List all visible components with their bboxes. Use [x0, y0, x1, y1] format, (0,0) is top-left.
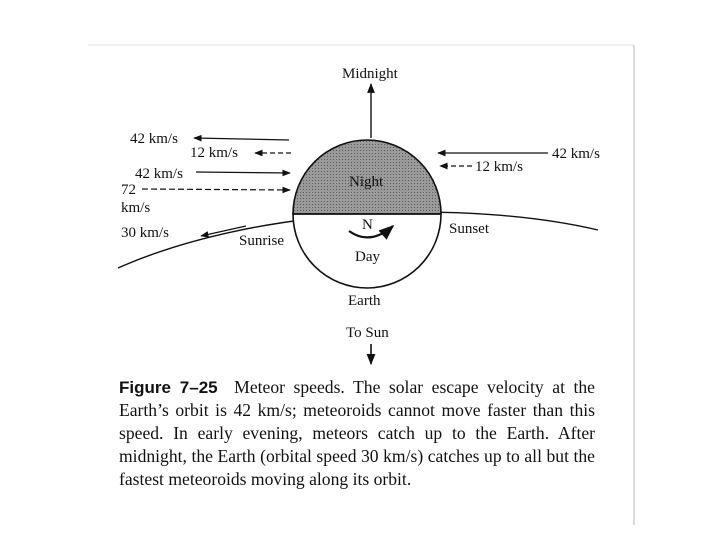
- label-left-42-mid: 42 km/s: [135, 166, 183, 182]
- figure-label: Figure 7–25: [119, 378, 218, 397]
- label-left-42-top: 42 km/s: [130, 131, 178, 147]
- label-right-42: 42 km/s: [552, 146, 600, 162]
- label-midnight: Midnight: [342, 66, 398, 82]
- label-day: Day: [355, 249, 380, 265]
- arrow-left-42-mid: [196, 172, 290, 173]
- figure-caption: [119, 376, 595, 491]
- label-sunset: Sunset: [449, 221, 490, 237]
- label-sunrise: Sunrise: [239, 233, 284, 249]
- label-to-sun: To Sun: [346, 325, 389, 341]
- label-night: Night: [349, 174, 384, 190]
- arrow-left-72: [142, 189, 290, 190]
- label-north: N: [362, 217, 373, 233]
- label-left-30: 30 km/s: [121, 225, 169, 241]
- arrow-left-42-top: [194, 138, 289, 140]
- caption-text: Meteor speeds. The solar escape velocity at the Earth’s orbit is 42 km/s; meteoroids cannot move faster than this speed. In early evening, meteors catch up to the Earth. After midnight, the Earth (orbital speed 30 km/s) catches up to all but the fastest meteoroids moving along its orbit.: [119, 377, 595, 489]
- label-earth: Earth: [348, 293, 381, 309]
- label-right-12: 12 km/s: [475, 159, 523, 175]
- label-left-72-unit: km/s: [121, 200, 151, 216]
- label-left-12: 12 km/s: [190, 145, 238, 161]
- label-left-72: 72: [121, 182, 136, 198]
